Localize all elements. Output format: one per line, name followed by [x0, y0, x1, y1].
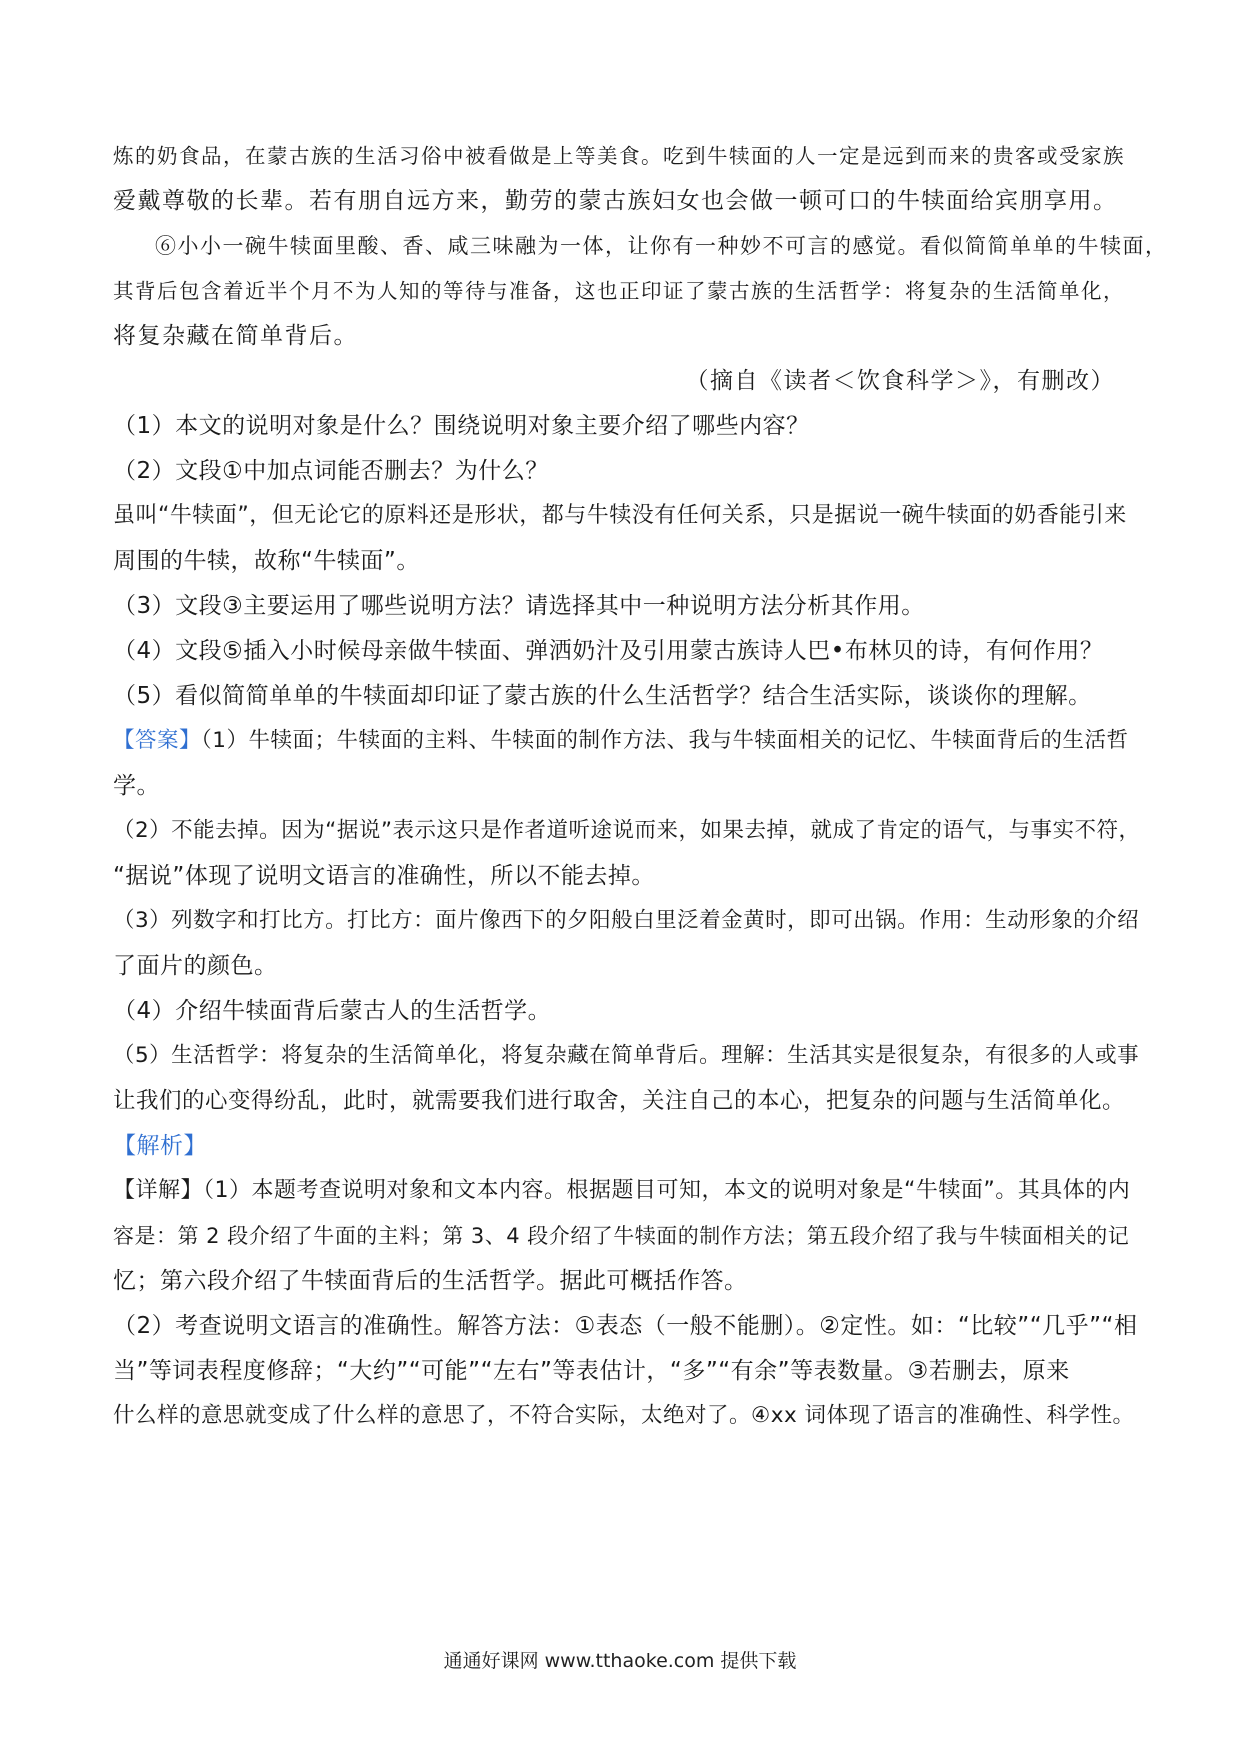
answer-2-line-2: “据说”体现了说明文语言的准确性，所以不能去掉。 [113, 863, 655, 889]
question-2-quote-line-2: 周围的牛犊，故称“牛犊面”。 [113, 548, 420, 574]
question-1: （1）本文的说明对象是什么？围绕说明对象主要介绍了哪些内容？ [113, 413, 810, 439]
question-4: （4）文段⑤插入小时候母亲做牛犊面、弹洒奶汁及引用蒙古族诗人巴•布林贝的诗，有何作用？ [113, 638, 1104, 664]
answer-1-text: （1）牛犊面；牛犊面的主料、牛犊面的制作方法、我与牛犊面相关的记忆、牛犊面背后的生活哲 [201, 728, 1129, 753]
analysis-tag-line [113, 1131, 1133, 1161]
answer-5-line-2: 让我们的心变得纷乱，此时，就需要我们进行取舍，关注自己的本心，把复杂的问题与生活简单化。 [113, 1088, 1126, 1114]
question-2: （2）文段①中加点词能否删去？为什么？ [113, 458, 549, 484]
answer-1-line-2: 学。 [113, 773, 160, 799]
passage-p6-line-3: 将复杂藏在简单背后。 [113, 323, 358, 349]
detail-1-line-3: 忆；第六段介绍了牛犊面背后的生活哲学。据此可概括作答。 [113, 1268, 748, 1294]
passage-p5-line-2: 爱戴尊敬的长辈。若有朋自远方来，勤劳的蒙古族妇女也会做一顿可口的牛犊面给宾朋享用。 [113, 188, 1118, 214]
answer-5-line-1: （5）生活哲学：将复杂的生活简单化，将复杂藏在简单背后。理解：生活其实是很复杂，有很多的人或事 [113, 1043, 1140, 1068]
answer-tag: 【答案】 [113, 728, 202, 753]
question-3: （3）文段③主要运用了哪些说明方法？请选择其中一种说明方法分析其作用。 [113, 593, 925, 619]
page-footer: 通通好课网 www.tthaoke.com 提供下载 [443, 1650, 797, 1672]
passage-source: （摘自《读者＜饮食科学＞》，有删改） [685, 368, 1115, 394]
detail-1-line-1 [113, 1176, 1133, 1206]
answer-2-line-1: （2）不能去掉。因为“据说”表示这只是作者道听途说而来，如果去掉，就成了肯定的语气，与事实不符， [113, 818, 1141, 843]
passage-p6-line-1: ⑥小小一碗牛犊面里酸、香、咸三味融为一体，让你有一种妙不可言的感觉。看似简简单单的牛犊面， [155, 234, 1168, 258]
answer-4: （4）介绍牛犊面背后蒙古人的生活哲学。 [113, 998, 552, 1024]
detail-1-line-2: 容是：第 2 段介绍了牛面的主料；第 3、4 段介绍了牛犊面的制作方法；第五段介绍了我与牛犊面相关的记 [113, 1224, 1130, 1248]
detail-2-line-3: 什么样的意思就变成了什么样的意思了，不符合实际，太绝对了。④xx 词体现了语言的准确性、科学性。 [113, 1403, 1135, 1428]
detail-1-text: （1）本题考查说明对象和文本内容。根据题目可知，本文的说明对象是“牛犊面”。其具体的内 [203, 1178, 1131, 1203]
detail-2-line-1: （2）考查说明文语言的准确性。解答方法：①表态（一般不能删）。②定性。如：“比较”“几乎”“相 [113, 1313, 1138, 1339]
passage-p5-line-1: 炼的奶食品，在蒙古族的生活习俗中被看做是上等美食。吃到牛犊面的人一定是远到而来的贵客或受家族 [113, 144, 1125, 168]
question-2-quote-line-1: 虽叫“牛犊面”，但无论它的原料还是形状，都与牛犊没有任何关系，只是据说一碗牛犊面的奶香能引来 [113, 503, 1127, 528]
passage-p6-line-2: 其背后包含着近半个月不为人知的等待与准备，这也正印证了蒙古族的生活哲学：将复杂的生活简单化， [113, 279, 1125, 303]
detail-2-line-2: 当”等词表程度修辞；“大约”“可能”“左右”等表估计，“多”“有余”等表数量。③若删去，原来 [113, 1358, 1070, 1384]
answer-3-line-2: 了面片的颜色。 [113, 953, 278, 979]
analysis-tag: 【解析】 [113, 1133, 207, 1159]
detail-tag: 【详解】 [113, 1178, 204, 1203]
answer-1-line-1 [113, 726, 1133, 756]
question-5: （5）看似简简单单的牛犊面却印证了蒙古族的什么生活哲学？结合生活实际，谈谈你的理解。 [113, 683, 1092, 709]
answer-3-line-1: （3）列数字和打比方。打比方：面片像西下的夕阳般白里泛着金黄时，即可出锅。作用：生动形象的介绍 [113, 908, 1140, 933]
